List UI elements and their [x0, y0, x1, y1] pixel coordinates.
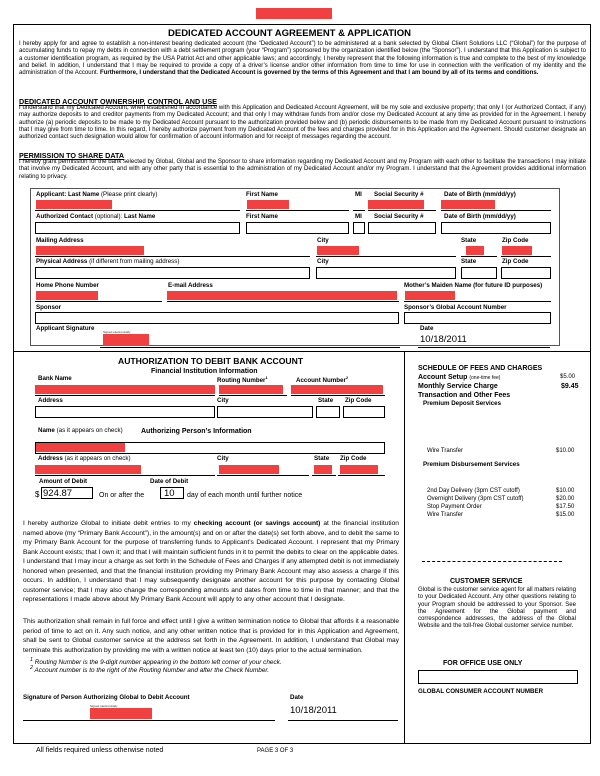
- mailing-field[interactable]: [35, 245, 310, 257]
- applicant-date-label: Date: [420, 325, 434, 332]
- debit-sig-line: [23, 720, 275, 721]
- debit-address-label: Address: [38, 397, 63, 404]
- wire2-amount: $15.00: [556, 512, 575, 518]
- debit-title: AUTHORIZATION TO DEBIT BANK ACCOUNT: [118, 356, 304, 366]
- dob2-label: Date of Birth (mm/dd/yy): [444, 213, 516, 220]
- second-day-amount: $10.00: [556, 488, 575, 494]
- debit-state-field[interactable]: [316, 406, 340, 418]
- debit-state-label: State: [318, 397, 334, 404]
- auth-contact-mi-field[interactable]: [353, 222, 365, 234]
- redaction-top: [256, 8, 332, 19]
- sponsor-field[interactable]: [35, 312, 399, 324]
- auth-contact-label: Authorized Contact (optional): Last Name: [36, 213, 156, 220]
- physical-field[interactable]: [35, 267, 310, 279]
- state2-label: State: [461, 258, 477, 265]
- setup-amount: $5.00: [560, 374, 576, 380]
- footer-note: All fields required unless otherwise noted: [36, 747, 164, 754]
- debit-city2-field[interactable]: [217, 464, 309, 476]
- on-or-after-text: On or after the: [99, 492, 145, 499]
- first-name-label: First Name: [246, 191, 278, 198]
- sig-small-text: Signed electronically: [103, 330, 131, 334]
- monthly-label: Monthly Service Charge: [418, 383, 498, 390]
- email-field[interactable]: [167, 290, 399, 302]
- state-label: State: [461, 237, 477, 244]
- overnight-amount: $20.00: [556, 496, 575, 502]
- page-title: DEDICATED ACCOUNT AGREEMENT & APPLICATION: [168, 28, 411, 39]
- customer-service-title: CUSTOMER SERVICE: [450, 578, 523, 585]
- amount-value: 924.87: [43, 488, 73, 499]
- routing-field[interactable]: [219, 384, 287, 396]
- applicant-last-field[interactable]: [35, 199, 240, 211]
- sponsor-acct-label: Sponsor’s Global Account Number: [404, 304, 507, 311]
- zip2-field[interactable]: [501, 267, 551, 279]
- city2-field[interactable]: [316, 267, 456, 279]
- bank-name-label: Bank Name: [38, 375, 72, 382]
- first-name2-label: First Name: [246, 213, 278, 220]
- auth-person-heading: Authorizing Person’s Information: [141, 428, 252, 435]
- wire-label: Wire Transfer: [427, 448, 464, 454]
- redaction-applicant-sig: [103, 334, 149, 346]
- applicant-date-line: [418, 347, 550, 348]
- dollar-sign: $: [35, 490, 40, 499]
- stop-payment-label: Stop Payment Order: [427, 504, 482, 510]
- debit-section-top: [13, 351, 591, 352]
- ssn2-label: Social Security #: [374, 213, 424, 220]
- stop-payment-amount: $17.50: [556, 504, 575, 510]
- city-field[interactable]: [316, 245, 456, 257]
- city-label: City: [317, 237, 329, 244]
- routing-note: $^1$ Routing Number is the 9-digit number appearing in the bottom left corner of your check.: [30, 657, 282, 667]
- debit-sig-label: Signature of Person Authorizing Global to Debit Account: [23, 694, 190, 701]
- day-value: 10: [164, 488, 175, 499]
- intro-paragraph: I hereby apply for and agree to establish a non-interest bearing dedicated account (the “Dedicated Account”) to be administered at a bank selected by Global Client Solutions LLC (“Global”) for the purpose of accumulating funds to repay my debts in connection with a debt settlement program (your “Program”) sponsored by the organization identified below (the “Sponsor”). I understand that this Application is subject to a customer identification program, as required by the USA Patriot Act and other applicable laws; and accordingly, I hereby represent that the following information is true and complete to the best of my knowledge and belief. In addition, I understand that I may be required to provide a copy of a driver’s license and/or other information from time to time for use in connection with the verification of my identity and the administration of the Account. Furthermore, I understand that the Dedicated Account is governed by the terms of this Agreement and that I am bound by all of its terms and conditions.: [19, 41, 586, 77]
- home-phone-field[interactable]: [35, 290, 162, 302]
- permission-heading: PERMISSION TO SHARE DATA: [19, 151, 125, 160]
- email-label: E-mail Address: [168, 282, 213, 289]
- home-phone-label: Home Phone Number: [36, 282, 99, 289]
- fees-title: SCHEDULE OF FEES AND CHARGES: [418, 365, 543, 372]
- sponsor-label: Sponsor: [36, 304, 62, 311]
- setup-label: Account Setup (one-time fee): [418, 374, 501, 381]
- debit-zip2-label: Zip Code: [340, 455, 367, 462]
- account-field[interactable]: [291, 384, 385, 396]
- debit-city2-label: City: [217, 455, 229, 462]
- physical-label: Physical Address (if different from mailing address): [36, 258, 180, 265]
- auth-contact-first-field[interactable]: [246, 222, 349, 234]
- city2-label: City: [317, 258, 329, 265]
- premium-deposit-label: Premium Deposit Services: [423, 400, 502, 407]
- premium-disb-label: Premium Disbursement Services: [423, 461, 520, 468]
- wire-amount: $10.00: [556, 448, 575, 454]
- auth-contact-dob-field[interactable]: [441, 222, 551, 234]
- monthly-amount: $9.45: [561, 383, 579, 390]
- customer-service-text: Global is the customer service agent for all matters relating to your Dedicated Account. Any other questions relating to your Program should be addressed to your Sponsor. See the Agreement for the Global payment and correspondence addresses, the address of the Global Website and the toll-free Global customer service number.: [418, 587, 576, 630]
- account-note: $^2$ Account number is to the right of the Routing Number and after the Check Number.: [30, 665, 270, 675]
- auth-paragraph-2: This authorization shall remain in full force and effect until I give a written termination notice to Global that affords it a reasonable period of time to act on it. Any such notice, and any other written notice that is provided for in this Application and Agreement, shall be sent to Global customer service at the address set forth in the Agreement. In addition, I understand that Global may terminate this authorization by providing me with a written notice at least ten (10) days prior to the actual termination.: [23, 618, 399, 654]
- ownership-heading: DEDICATED ACCOUNT OWNERSHIP, CONTROL AND USE: [19, 97, 217, 106]
- applicant-date-value: 10/18/2011: [420, 334, 467, 345]
- zip2-label: Zip Code: [502, 258, 529, 265]
- gcan-label: GLOBAL CONSUMER ACCOUNT NUMBER: [418, 688, 544, 695]
- debit-address2-field[interactable]: [35, 464, 215, 476]
- office-title: FOR OFFICE USE ONLY: [443, 660, 523, 667]
- debit-date-value: 10/18/2011: [290, 705, 337, 716]
- debit-state2-label: State: [314, 455, 330, 462]
- applicant-sig-line: [100, 347, 400, 348]
- ssn-label: Social Security #: [374, 191, 424, 198]
- mi-label: MI: [355, 191, 362, 198]
- debit-fees-divider: [404, 351, 405, 744]
- wire2-label: Wire Transfer: [427, 512, 464, 518]
- name-on-check-label: Name (as it appears on check): [38, 427, 123, 434]
- zip-field[interactable]: [501, 245, 551, 257]
- permission-text: I hereby grant permission for the bank selected by Global, Global and the Sponsor to share information regarding my Dedicated Account and my Program with each other to facilitate the transactions I may initiate that involve my Dedicated Account, and with any other party that is essential to the administration of my Dedicated Account and/or my Program. I understand that the Agreement provides additional information relating to privacy.: [19, 159, 586, 180]
- mi-field[interactable]: [353, 199, 365, 211]
- auth-contact-last-field[interactable]: [35, 222, 240, 234]
- debit-address2-label: Address (as it appears on check): [38, 455, 131, 462]
- zip-label: Zip Code: [502, 237, 529, 244]
- overnight-label: Overnight Delivery (3pm CST cutoff): [427, 496, 524, 502]
- debit-address-field[interactable]: [35, 406, 215, 418]
- debit-zip2-field[interactable]: [338, 464, 385, 476]
- fin-info-heading: Financial Institution Information: [151, 368, 258, 375]
- applicant-sig-label: Applicant Signature: [36, 325, 95, 332]
- second-day-label: 2nd Day Delivery (3pm CST cutoff): [427, 488, 520, 494]
- maiden-label: Mother’s Maiden Name (for future ID purposes): [404, 282, 543, 289]
- auth-contact-ssn-field[interactable]: [368, 222, 436, 234]
- state-field[interactable]: [461, 245, 497, 257]
- debit-zip-field[interactable]: [343, 406, 385, 418]
- ownership-text: I understand that my Dedicated Account, when established in accordance with this Application and Dedicated Account Agreement, will be my sole and exclusive property; that only I (or Authorized Contact, if any) may authorize deposits to and creditor payments from my Dedicated Account; and that only I may withdraw funds from and/or close my Dedicated Account at any time as provided for in the Agreement. I hereby authorize (a) periodic deposits to be made to my Dedicated Account pursuant to the authorization provided below and (b) periodic disbursements to be made from my Dedicated Account pursuant to instructions that I may give from time to time. In this regard, I hereby authorize payment from my Dedicated Account of the fees and charges provided for in this Application and the Agreement. Should customer designate an authorized contact such designation would allow for confirmation of account information and for receipt of messages regarding the account.: [19, 105, 586, 141]
- debit-zip-label: Zip Code: [345, 397, 372, 404]
- ssn-field[interactable]: [368, 199, 436, 211]
- date-debit-label: Date of Debit: [150, 478, 189, 485]
- mi2-label: MI: [355, 213, 362, 220]
- page-number: PAGE 3 OF 3: [257, 748, 294, 754]
- redaction-debit-sig: [90, 708, 152, 719]
- debit-date-label: Date: [290, 694, 304, 701]
- office-account-field[interactable]: [418, 670, 578, 684]
- debit-date-line: [288, 720, 398, 721]
- debit-city-label: City: [217, 397, 229, 404]
- applicant-last-label: Applicant: Last Name (Please print clearly): [36, 191, 158, 198]
- name-on-check-field[interactable]: [35, 442, 385, 454]
- first-name-field[interactable]: [246, 199, 349, 211]
- state2-field[interactable]: [461, 267, 497, 279]
- fees-separator: [422, 561, 562, 562]
- transaction-label: Transaction and Other Fees: [418, 392, 511, 399]
- dob-field[interactable]: [441, 199, 551, 211]
- account-label: Account Number$^2$: [296, 375, 349, 385]
- debit-sig-small-text: Signed electronically: [90, 704, 118, 708]
- debit-state2-field[interactable]: [312, 464, 336, 476]
- sponsor-acct-field[interactable]: [404, 312, 551, 324]
- dob-label: Date of Birth (mm/dd/yy): [444, 191, 516, 198]
- debit-city-field[interactable]: [217, 406, 313, 418]
- routing-label: Routing Number$^1$: [217, 375, 268, 385]
- bank-name-field[interactable]: [35, 384, 215, 396]
- each-month-text: day of each month until further notice: [187, 492, 303, 499]
- auth-paragraph-1: I hereby authorize Global to initiate debit entries to my checking account (or savings account) at the financial institution named above (my “Primary Bank Account”), in the amount(s) and on or after the date(s) set forth above, and to debit the same to my Primary Bank Account for the purpose of transferring funds to Applicant’s Dedicated Account. I represent that my Primary Bank Account exists; that I own it; and that I will maintain sufficient funds in it to permit the debits to clear on the applicable dates. I understand that I may incur a charge as set forth in the Schedule of Fees and Charges if any attempted debit is not immediately honored when presented, and that the financial institution providing my Primary Bank Account may also assess a charge if this occurs. In addition, I understand that I may subsequently designate another account for this purpose by contacting Global customer service; that I may also change the corresponding amounts and dates from time to time in that manner; and that the representations I made above about My Primary Bank Account will apply to any other account that I designate.: [23, 520, 399, 603]
- maiden-field[interactable]: [404, 290, 551, 302]
- mailing-label: Mailing Address: [36, 237, 84, 244]
- amount-label: Amount of Debit: [39, 478, 88, 485]
